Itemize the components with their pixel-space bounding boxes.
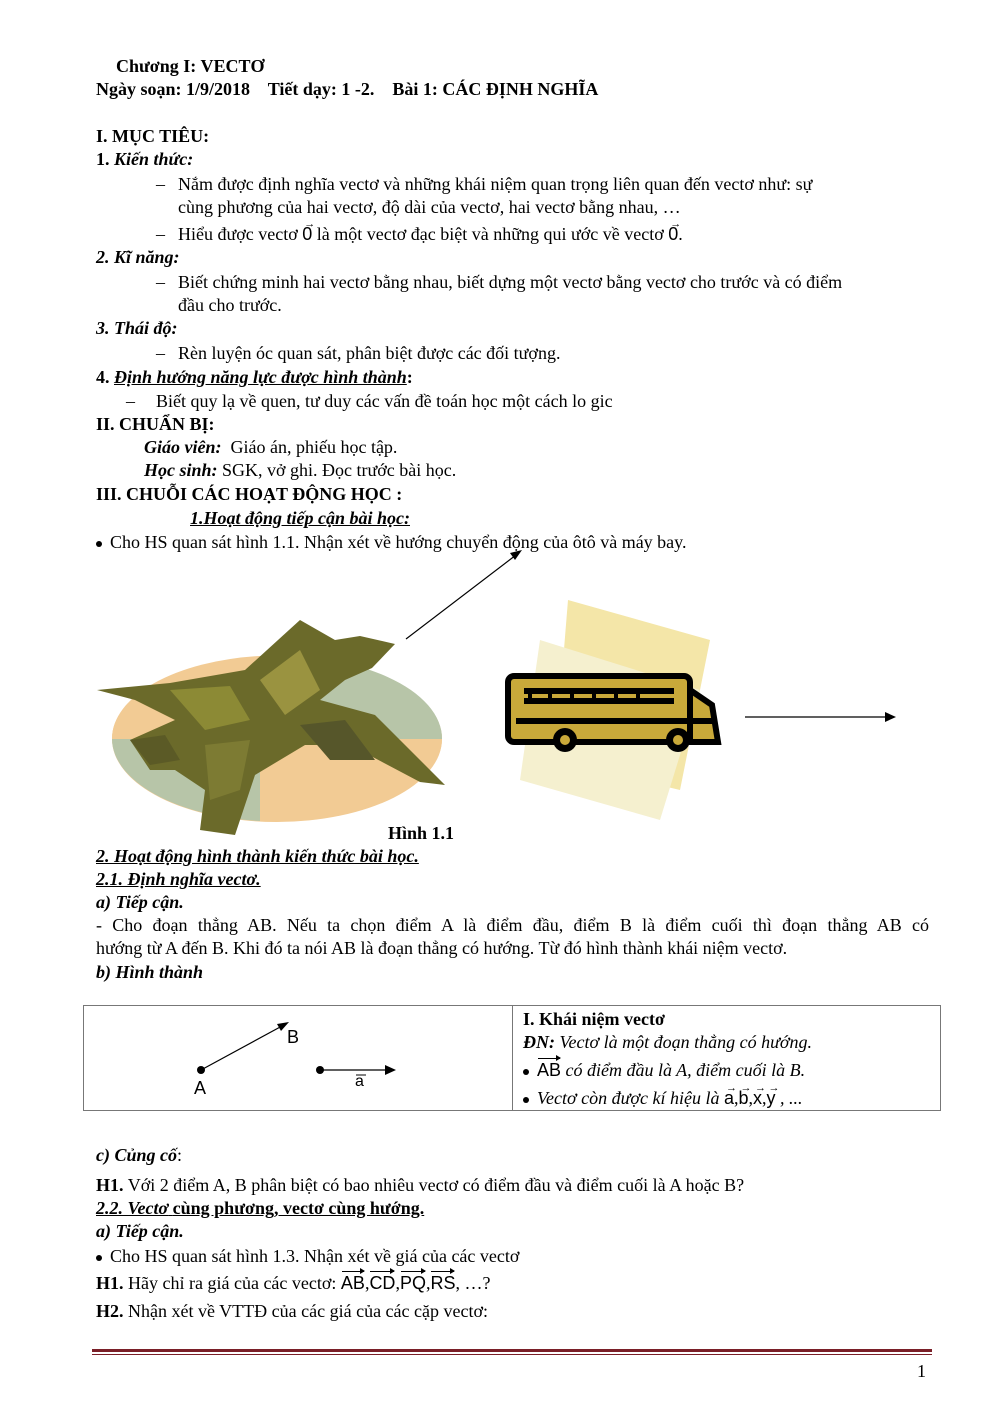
formation-heading: b) Hình thành <box>96 962 204 982</box>
footer-rule <box>92 1349 932 1352</box>
definition-line: ĐN: Vectơ là một đoạn thẳng có hướng. <box>523 1032 813 1052</box>
zero-vector-2: → 0 <box>668 224 678 244</box>
preparation-heading: II. CHUẨN BỊ: <box>96 414 215 434</box>
concept-table <box>83 1005 941 1111</box>
vector-a-label: a <box>355 1073 364 1090</box>
activity-1-title: 1.Hoạt động tiếp cận bài học: <box>190 508 410 528</box>
objectives-heading: I. MỤC TIÊU: <box>96 126 210 146</box>
attitude-heading: 3. Thái độ: <box>96 318 178 338</box>
concept-text-cell <box>513 1006 941 1111</box>
ab-vector-line: AB có điểm đầu là A, điểm cuối là B. <box>523 1059 805 1082</box>
skills-item-line-1: – Biết chứng minh hai vectơ bằng nhau, biết dựng một vectơ bằng vectơ cho trước và có điểm <box>156 272 843 292</box>
plane-direction-arrow <box>406 550 522 639</box>
chapter-title: Chương I: VECTƠ <box>116 56 265 76</box>
concept-title: I. Khái niệm vectơ <box>523 1009 665 1029</box>
knowledge-item-1-line-1: – Nắm được định nghĩa vectơ và những khái niệm quan trọng liên quan đến vectơ như: sự <box>156 174 813 194</box>
knowledge-item-1-line-2: cùng phương của hai vectơ, độ dài của vectơ, hai vectơ bằng nhau, … <box>178 197 681 217</box>
attitude-item: – Rèn luyện óc quan sát, phân biệt được các đối tượng. <box>156 343 561 363</box>
page-number: 1 <box>917 1361 926 1381</box>
bus-illustration <box>508 600 718 820</box>
orientation-heading: 4. Định hướng năng lực được hình thành: <box>96 367 413 387</box>
collinear-question-2: H2. Nhận xét về VTTĐ của các giá của các cặp vectơ: <box>96 1301 489 1321</box>
approach-line-1: - Cho đoạn thẳng AB. Nếu ta chọn điểm A là điểm đầu, điểm B là điểm cuối thì đoạn thẳng AB có <box>96 915 929 935</box>
point-b-label: B <box>287 1027 300 1047</box>
consolidation-question: H1. Với 2 điểm A, B phân biệt có bao nhiêu vectơ có điểm đầu và điểm cuối là A hoặc B? <box>96 1175 745 1195</box>
bus-direction-arrow <box>745 712 896 722</box>
student-line: Học sinh: SGK, vở ghi. Đọc trước bài học. <box>144 460 457 480</box>
knowledge-heading: 1. Kiến thức: <box>96 149 194 169</box>
collinear-title: 2.2. Vectơ cùng phương, vectơ cùng hướng. <box>96 1198 425 1218</box>
collinear-approach-heading: a) Tiếp cận. <box>96 1221 184 1241</box>
activity-2-title: 2. Hoạt động hình thành kiến thức bài học. <box>96 846 419 866</box>
skills-item-line-2: đầu cho trước. <box>178 295 282 315</box>
approach-line-2: hướng từ A đến B. Khi đó ta nói AB là đoạn thẳng có hướng. Từ đó hình thành khái niệm vectơ. <box>96 938 788 958</box>
activities-heading: III. CHUỖI CÁC HOẠT ĐỘNG HỌC : <box>96 484 403 504</box>
orientation-item: – Biết quy lạ về quen, tư duy các vấn đề toán học một cách lo gic <box>126 391 613 411</box>
knowledge-item-2: – Hiểu được vectơ → 0 là một vectơ đạc biệt và những qui ước về vectơ → 0. <box>156 223 683 246</box>
notation-line: Vectơ còn được kí hiệu là → a,→ b,→ x,→ y , ... <box>523 1087 803 1110</box>
definition-title: 2.1. Định nghĩa vectơ. <box>96 869 261 889</box>
skills-heading: 2. Kĩ năng: <box>96 247 180 267</box>
airplane-illustration <box>97 620 445 835</box>
teacher-line: Giáo viên: Giáo án, phiếu học tập. <box>144 437 398 457</box>
collinear-observe: Cho HS quan sát hình 1.3. Nhận xét về giá của các vectơ <box>96 1245 519 1268</box>
zero-vector: → 0 <box>302 224 312 244</box>
point-a-label: A <box>194 1078 207 1098</box>
figure-caption: Hình 1.1 <box>388 823 455 843</box>
collinear-question-1: H1. Hãy chỉ ra giá của các vectơ: AB,CD,PQ,RS, …? <box>96 1273 491 1293</box>
prep-date: Ngày soạn: 1/9/2018 <box>96 79 251 99</box>
period: Tiết dạy: 1 -2. <box>267 79 375 99</box>
lesson-title: Bài 1: CÁC ĐỊNH NGHĨA <box>392 79 599 99</box>
vector-diagram <box>84 1006 512 1112</box>
footer-rule-thin <box>92 1354 932 1355</box>
ab-vector: AB <box>537 1060 562 1080</box>
approach-heading: a) Tiếp cận. <box>96 892 184 912</box>
activity-1-text: Cho HS quan sát hình 1.1. Nhận xét về hướng chuyển động của ôtô và máy bay. <box>96 531 687 554</box>
concept-diagram-cell <box>84 1006 513 1111</box>
consolidation-heading: c) Củng cố: <box>96 1145 183 1165</box>
